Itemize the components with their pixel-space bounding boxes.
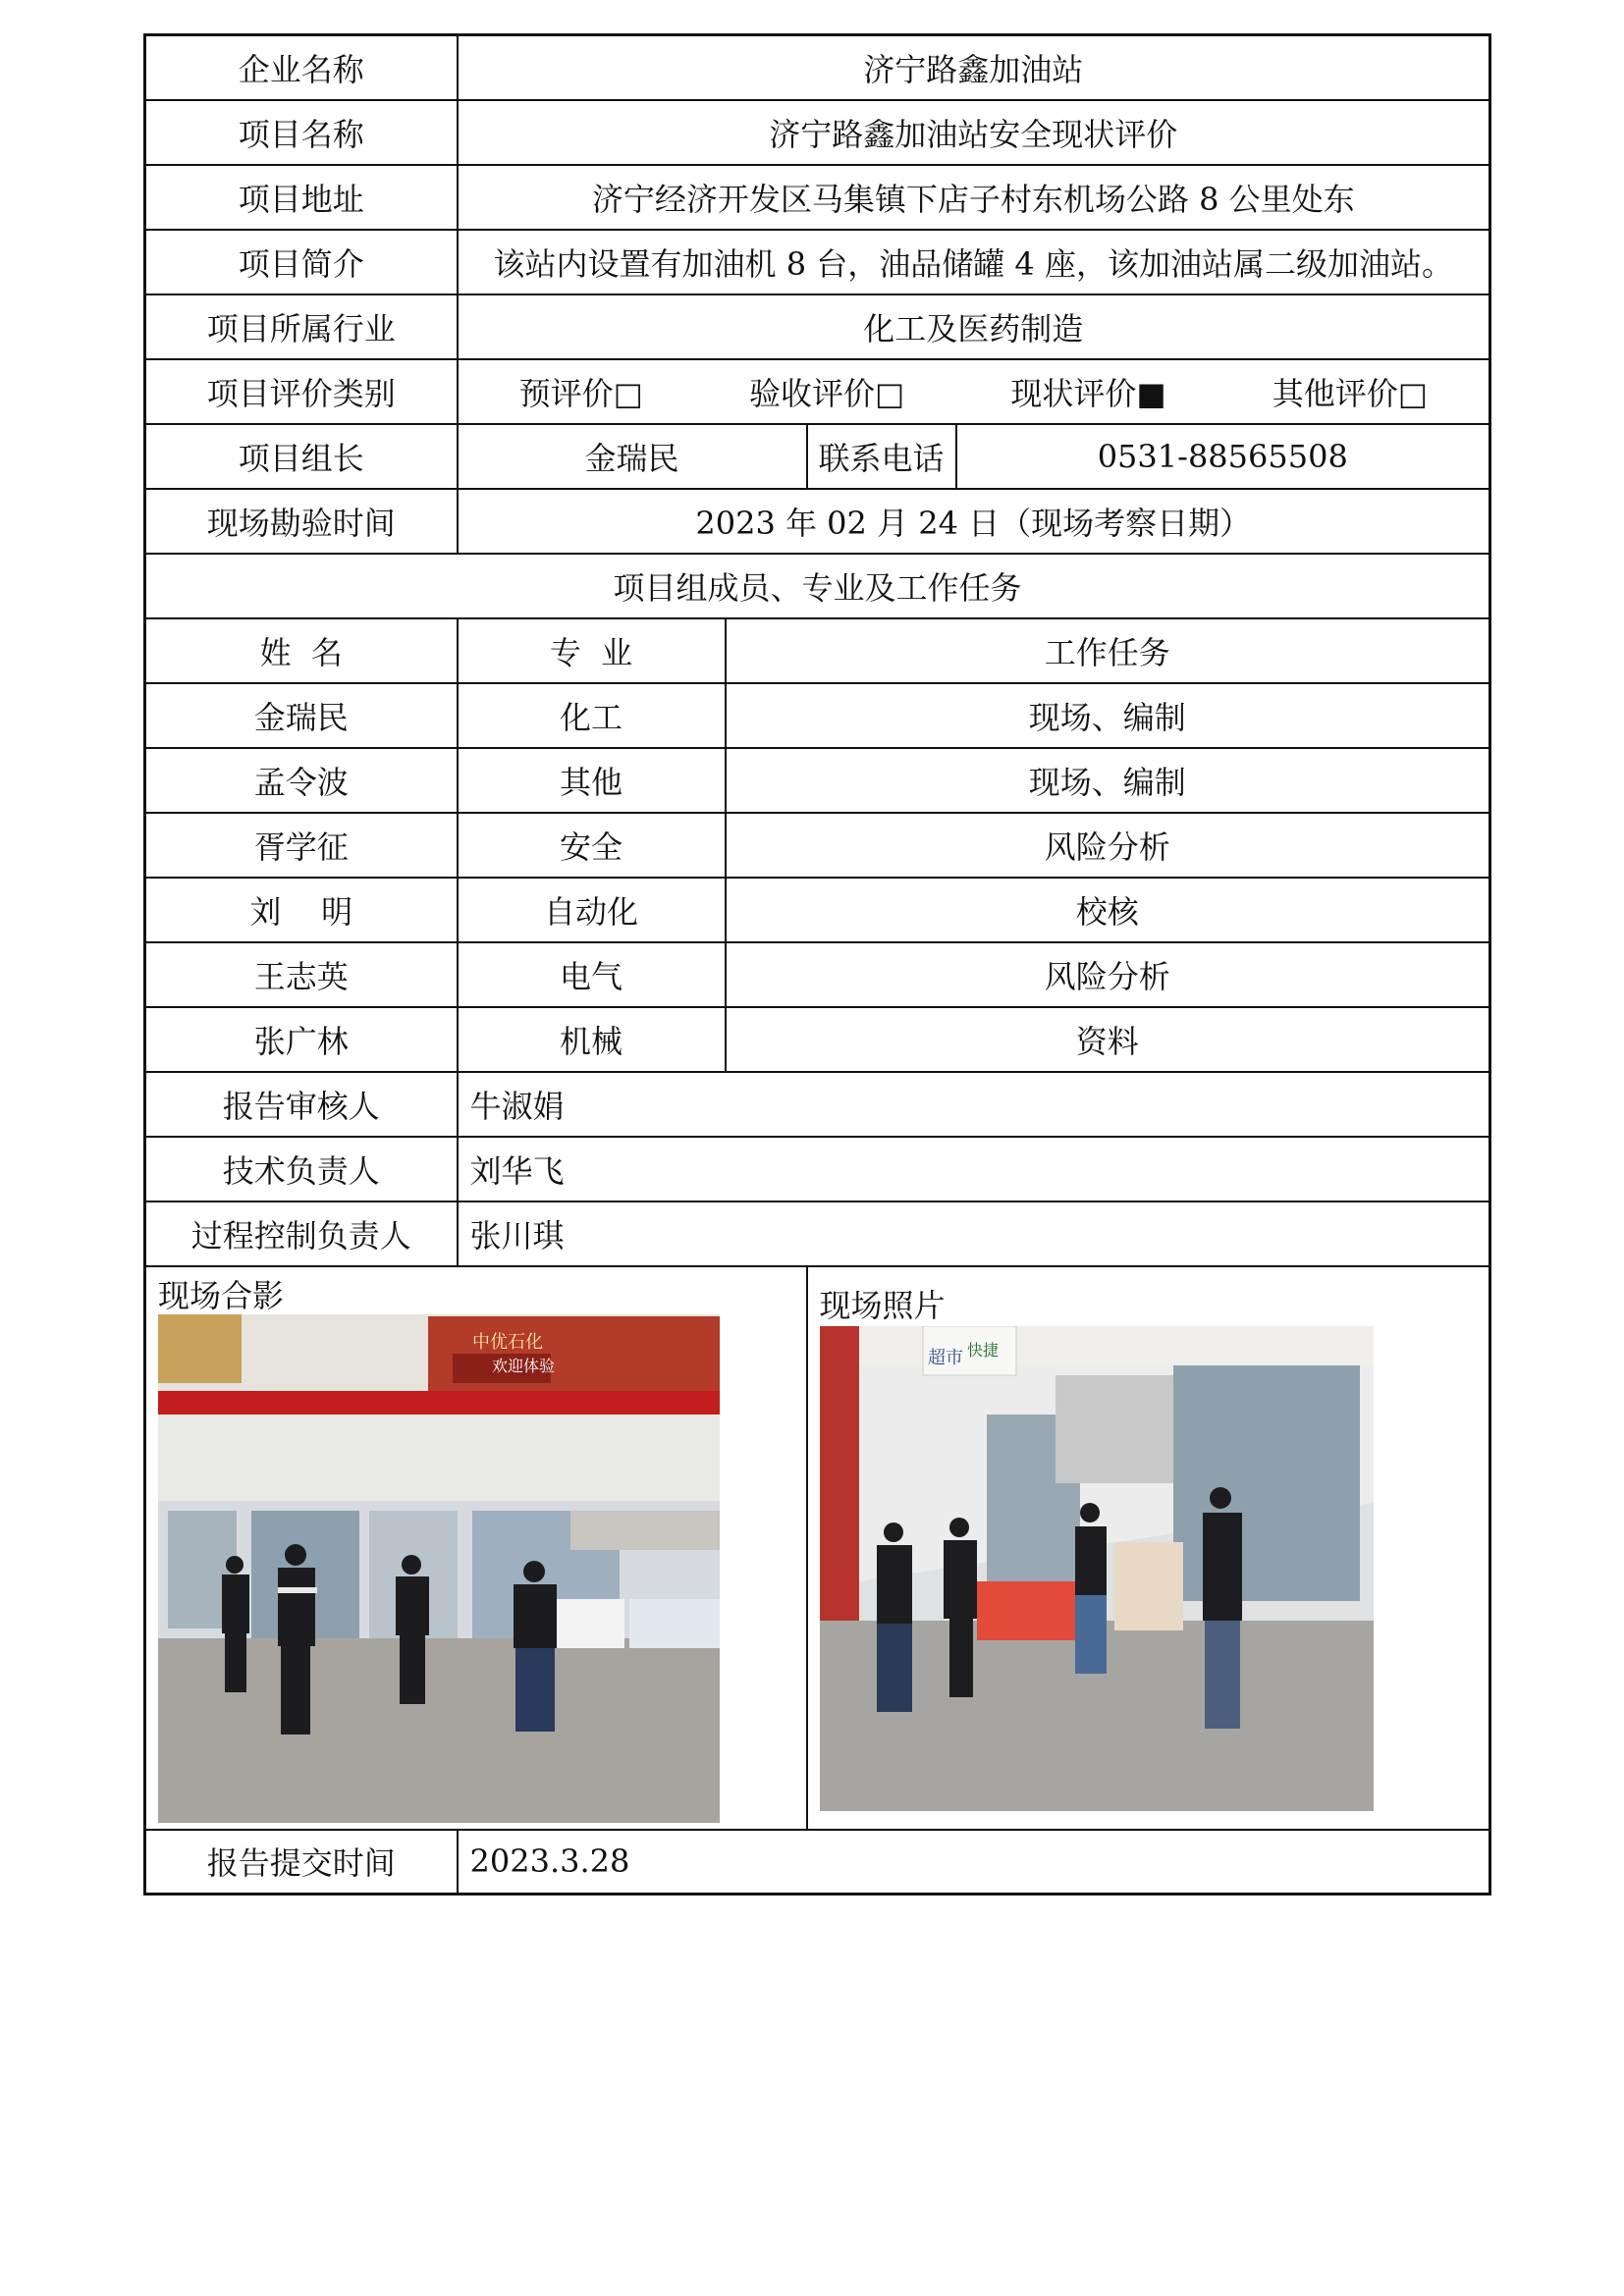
member-major: 电气	[458, 942, 726, 1007]
member-task: 现场、编制	[726, 748, 1490, 813]
member-task: 资料	[726, 1007, 1490, 1072]
address-value: 济宁经济开发区马集镇下店子村东机场公路 8 公里处东	[458, 165, 1490, 230]
banner-text-1: 中优石化	[472, 1331, 543, 1353]
site-photo-label: 现场照片	[819, 1286, 946, 1324]
category-option-pre: 预评价□	[518, 374, 643, 412]
member-task: 风险分析	[726, 942, 1490, 1007]
reviewer-value: 牛淑娟	[458, 1072, 1490, 1137]
group-photo-image	[158, 1314, 720, 1823]
row-members-header	[145, 618, 1490, 683]
group-photo-label: 现场合影	[158, 1276, 285, 1314]
leader-name: 金瑞民	[458, 424, 807, 489]
member-task: 校核	[726, 878, 1490, 942]
row-address	[145, 165, 1490, 230]
member-task: 风险分析	[726, 813, 1490, 878]
row-survey	[145, 489, 1490, 554]
member-name: 刘 明	[145, 878, 458, 942]
company-label: 企业名称	[145, 35, 458, 100]
category-option-other: 其他评价□	[1272, 374, 1428, 412]
row-company	[145, 35, 1490, 100]
member-major: 其他	[458, 748, 726, 813]
member-row	[145, 683, 1490, 748]
row-submit	[145, 1830, 1490, 1895]
survey-label: 现场勘验时间	[145, 489, 458, 554]
member-name: 孟令波	[145, 748, 458, 813]
phone-label: 联系电话	[807, 424, 956, 489]
member-row	[145, 813, 1490, 878]
members-header-major: 专 业	[458, 618, 726, 683]
site-photo-cell	[807, 1266, 1490, 1830]
row-project	[145, 100, 1490, 165]
phone-value: 0531-88565508	[956, 424, 1490, 489]
row-reviewer	[145, 1072, 1490, 1137]
banner-text-2: 欢迎体验	[492, 1356, 556, 1375]
intro-value: 该站内设置有加油机 8 台，油品储罐 4 座，该加油站属二级加油站。	[458, 230, 1490, 294]
site-photo-image	[820, 1326, 1374, 1811]
member-major: 机械	[458, 1007, 726, 1072]
project-value: 济宁路鑫加油站安全现状评价	[458, 100, 1490, 165]
store-sign-1: 超市	[927, 1347, 963, 1368]
industry-label: 项目所属行业	[145, 294, 458, 359]
address-label: 项目地址	[145, 165, 458, 230]
survey-value: 2023 年 02 月 24 日（现场考察日期）	[458, 489, 1490, 554]
tech-label: 技术负责人	[145, 1137, 458, 1201]
company-value: 济宁路鑫加油站	[458, 35, 1490, 100]
row-category	[145, 359, 1490, 424]
member-major: 安全	[458, 813, 726, 878]
row-intro	[145, 230, 1490, 294]
row-industry	[145, 294, 1490, 359]
member-row	[145, 1007, 1490, 1072]
member-name: 王志英	[145, 942, 458, 1007]
process-value: 张川琪	[458, 1201, 1490, 1266]
member-name: 张广林	[145, 1007, 458, 1072]
row-members-title	[145, 554, 1490, 618]
members-header-task: 工作任务	[726, 618, 1490, 683]
member-task: 现场、编制	[726, 683, 1490, 748]
member-major: 化工	[458, 683, 726, 748]
members-title: 项目组成员、专业及工作任务	[145, 554, 1490, 618]
evaluation-form-page	[143, 33, 1489, 1896]
group-photo-cell	[145, 1266, 807, 1830]
tech-value: 刘华飞	[458, 1137, 1490, 1201]
member-row	[145, 878, 1490, 942]
members-header-name: 姓 名	[145, 618, 458, 683]
industry-value: 化工及医药制造	[458, 294, 1490, 359]
category-option-status: 现状评价■	[1010, 374, 1166, 412]
member-row	[145, 748, 1490, 813]
submit-value: 2023.3.28	[458, 1830, 1490, 1895]
reviewer-label: 报告审核人	[145, 1072, 458, 1137]
project-label: 项目名称	[145, 100, 458, 165]
member-name: 胥学征	[145, 813, 458, 878]
store-sign-2: 快捷	[966, 1340, 999, 1360]
process-label: 过程控制负责人	[145, 1201, 458, 1266]
intro-label: 项目简介	[145, 230, 458, 294]
row-process	[145, 1201, 1490, 1266]
member-name: 金瑞民	[145, 683, 458, 748]
submit-label: 报告提交时间	[145, 1830, 458, 1895]
member-major: 自动化	[458, 878, 726, 942]
row-leader	[145, 424, 1490, 489]
category-label: 项目评价类别	[145, 359, 458, 424]
project-info-table	[143, 33, 1491, 1896]
category-option-acceptance: 验收评价□	[748, 374, 905, 412]
row-photos	[145, 1266, 1490, 1830]
row-tech	[145, 1137, 1490, 1201]
category-options	[458, 359, 1490, 424]
leader-label: 项目组长	[145, 424, 458, 489]
member-row	[145, 942, 1490, 1007]
